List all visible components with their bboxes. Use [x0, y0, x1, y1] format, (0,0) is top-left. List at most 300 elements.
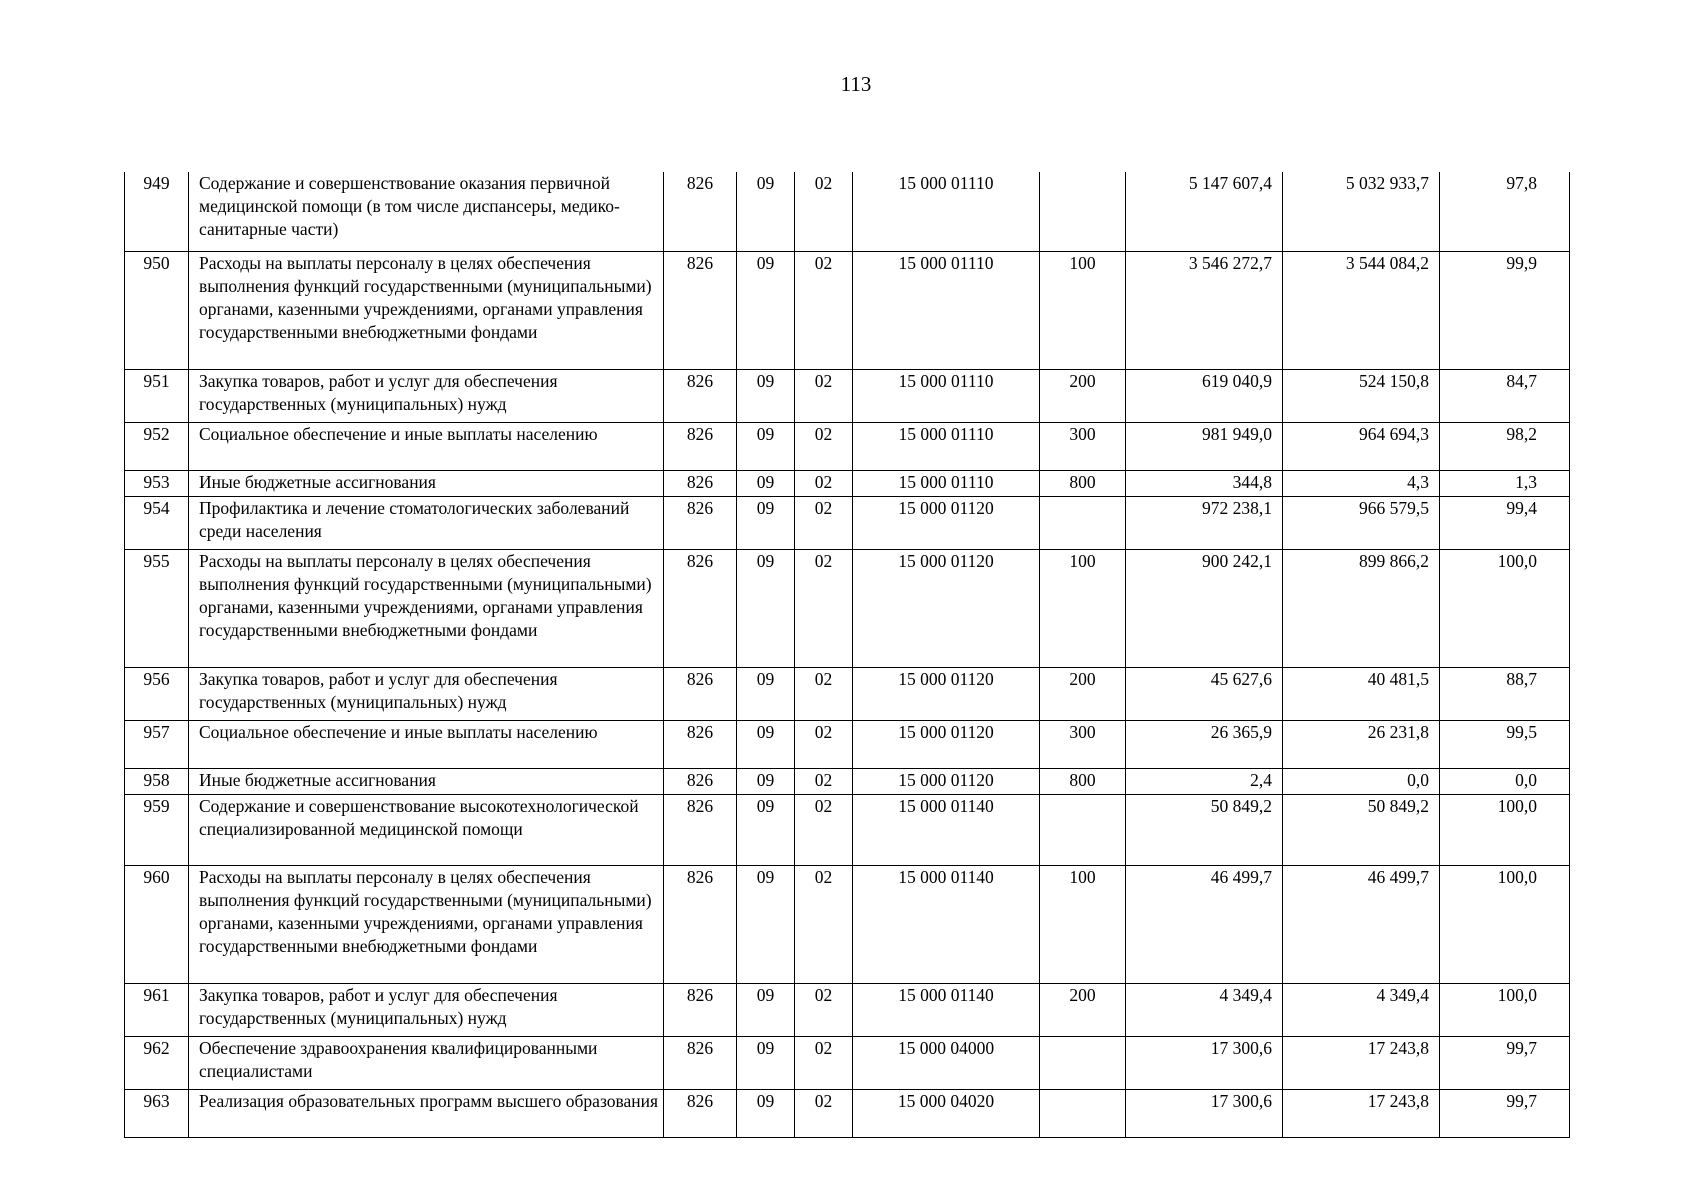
percent-executed-text: 99,7	[1506, 1090, 1537, 1111]
planned-amount-cell	[1126, 865, 1283, 983]
target-article-cell	[853, 496, 1040, 549]
percent-executed-text: 0,0	[1515, 769, 1537, 790]
percent-executed-cell	[1440, 172, 1570, 251]
actual-amount-cell	[1283, 667, 1440, 720]
row-name-text: Иные бюджетные ассигнования	[199, 471, 436, 492]
percent-executed-cell	[1440, 983, 1570, 1036]
subsection-code-text: 02	[814, 252, 833, 273]
target-article-cell	[853, 1089, 1040, 1137]
percent-executed-text: 99,7	[1506, 1037, 1537, 1058]
row-number-text: 953	[143, 471, 170, 492]
ministry-code-cell	[664, 496, 737, 549]
expense-type-text: 300	[1069, 721, 1096, 742]
actual-amount-cell	[1283, 1089, 1440, 1137]
actual-amount-cell	[1283, 865, 1440, 983]
table-row	[125, 983, 1570, 1036]
expense-type-cell	[1040, 172, 1126, 251]
row-name-text: Расходы на выплаты персоналу в целях обеспечения выполнения функций государственными (муниципальными) органами, казенными учреждениями, органами управления государственными внебюджетными фондами	[199, 550, 652, 640]
target-article-cell	[853, 251, 1040, 369]
target-article-cell	[853, 470, 1040, 496]
section-code-cell	[737, 768, 795, 794]
table-row	[125, 172, 1570, 251]
ministry-code-text: 826	[686, 370, 714, 391]
section-code-cell	[737, 251, 795, 369]
actual-amount-text: 4,3	[1407, 471, 1429, 492]
planned-amount-cell	[1126, 1036, 1283, 1089]
planned-amount-text: 46 499,7	[1210, 866, 1272, 887]
expense-type-cell	[1040, 422, 1126, 470]
percent-executed-cell	[1440, 251, 1570, 369]
row-number-text: 959	[143, 795, 170, 816]
row-number-cell	[125, 794, 189, 865]
row-name-text: Иные бюджетные ассигнования	[199, 769, 436, 790]
subsection-code-text: 02	[814, 721, 833, 742]
row-number-cell	[125, 983, 189, 1036]
ministry-code-cell	[664, 1036, 737, 1089]
row-number-text: 957	[143, 721, 170, 742]
actual-amount-cell	[1283, 720, 1440, 768]
actual-amount-text: 50 849,2	[1367, 795, 1429, 816]
target-article-text: 15 000 01140	[898, 866, 994, 887]
subsection-code-text: 02	[814, 173, 833, 193]
target-article-cell	[853, 1036, 1040, 1089]
ministry-code-text: 826	[686, 1037, 714, 1058]
percent-executed-cell	[1440, 794, 1570, 865]
planned-amount-text: 972 238,1	[1202, 497, 1272, 518]
row-number-text: 963	[143, 1090, 170, 1111]
planned-amount-text: 45 627,6	[1210, 668, 1272, 689]
row-name-cell	[189, 172, 664, 251]
target-article-text: 15 000 01110	[898, 471, 994, 492]
ministry-code-cell	[664, 983, 737, 1036]
target-article-text: 15 000 01120	[898, 721, 994, 742]
planned-amount-text: 17 300,6	[1210, 1037, 1272, 1058]
actual-amount-text: 0,0	[1407, 769, 1429, 790]
ministry-code-text: 826	[686, 550, 714, 571]
ministry-code-cell	[664, 369, 737, 422]
section-code-text: 09	[756, 497, 775, 518]
target-article-text: 15 000 01120	[898, 497, 994, 518]
planned-amount-cell	[1126, 422, 1283, 470]
planned-amount-cell	[1126, 470, 1283, 496]
expense-type-text: 200	[1069, 370, 1096, 391]
ministry-code-text: 826	[686, 866, 714, 887]
actual-amount-cell	[1283, 172, 1440, 251]
actual-amount-text: 4 349,4	[1376, 984, 1429, 1005]
planned-amount-text: 619 040,9	[1202, 370, 1272, 391]
subsection-code-text: 02	[814, 423, 833, 444]
expense-type-cell	[1040, 794, 1126, 865]
table-row	[125, 720, 1570, 768]
subsection-code-text: 02	[814, 1090, 833, 1111]
target-article-cell	[853, 983, 1040, 1036]
expense-type-cell	[1040, 768, 1126, 794]
row-name-cell	[189, 865, 664, 983]
target-article-text: 15 000 01110	[898, 173, 994, 193]
planned-amount-text: 344,8	[1232, 471, 1272, 492]
ministry-code-text: 826	[686, 1090, 714, 1111]
actual-amount-cell	[1283, 496, 1440, 549]
expense-type-cell	[1040, 1089, 1126, 1137]
actual-amount-text: 966 579,5	[1359, 497, 1429, 518]
target-article-text: 15 000 01120	[898, 550, 994, 571]
planned-amount-text: 900 242,1	[1202, 550, 1272, 571]
budget-table-body	[125, 172, 1570, 1137]
ministry-code-cell	[664, 794, 737, 865]
percent-executed-text: 84,7	[1506, 370, 1537, 391]
section-code-text: 09	[756, 370, 775, 391]
percent-executed-text: 1,3	[1515, 471, 1537, 492]
planned-amount-text: 4 349,4	[1219, 984, 1272, 1005]
planned-amount-cell	[1126, 172, 1283, 251]
section-code-text: 09	[756, 984, 775, 1005]
subsection-code-text: 02	[814, 984, 833, 1005]
row-name-text: Расходы на выплаты персоналу в целях обеспечения выполнения функций государственными (муниципальными) органами, казенными учреждениями, органами управления государственными внебюджетными фондами	[199, 252, 652, 342]
planned-amount-cell	[1126, 251, 1283, 369]
row-name-cell	[189, 794, 664, 865]
target-article-cell	[853, 768, 1040, 794]
subsection-code-cell	[795, 496, 853, 549]
subsection-code-text: 02	[814, 550, 833, 571]
row-number-cell	[125, 768, 189, 794]
row-name-text: Профилактика и лечение стоматологических заболеваний среди населения	[199, 497, 630, 541]
expense-type-cell	[1040, 369, 1126, 422]
row-number-text: 960	[143, 866, 170, 887]
ministry-code-cell	[664, 667, 737, 720]
expense-type-cell	[1040, 865, 1126, 983]
subsection-code-cell	[795, 470, 853, 496]
target-article-text: 15 000 01140	[898, 984, 994, 1005]
planned-amount-cell	[1126, 768, 1283, 794]
percent-executed-cell	[1440, 369, 1570, 422]
subsection-code-text: 02	[814, 866, 833, 887]
section-code-cell	[737, 1036, 795, 1089]
expense-type-text: 100	[1069, 252, 1096, 273]
row-name-cell	[189, 251, 664, 369]
ministry-code-text: 826	[686, 984, 714, 1005]
actual-amount-text: 964 694,3	[1359, 423, 1429, 444]
target-article-text: 15 000 04020	[897, 1090, 995, 1111]
actual-amount-cell	[1283, 768, 1440, 794]
percent-executed-cell	[1440, 768, 1570, 794]
subsection-code-cell	[795, 1036, 853, 1089]
ministry-code-cell	[664, 720, 737, 768]
row-number-cell	[125, 470, 189, 496]
actual-amount-cell	[1283, 470, 1440, 496]
row-name-text: Закупка товаров, работ и услуг для обеспечения государственных (муниципальных) нужд	[199, 370, 558, 414]
subsection-code-text: 02	[814, 795, 833, 816]
section-code-text: 09	[756, 471, 775, 492]
percent-executed-cell	[1440, 865, 1570, 983]
percent-executed-cell	[1440, 720, 1570, 768]
subsection-code-text: 02	[814, 1037, 833, 1058]
target-article-cell	[853, 667, 1040, 720]
subsection-code-text: 02	[814, 370, 833, 391]
row-name-text: Обеспечение здравоохранения квалифицированными специалистами	[199, 1037, 598, 1081]
table-row	[125, 251, 1570, 369]
ministry-code-cell	[664, 422, 737, 470]
percent-executed-cell	[1440, 470, 1570, 496]
subsection-code-cell	[795, 369, 853, 422]
target-article-text: 15 000 01140	[898, 795, 994, 816]
row-name-cell	[189, 1089, 664, 1137]
ministry-code-cell	[664, 172, 737, 251]
actual-amount-text: 17 243,8	[1367, 1090, 1429, 1111]
subsection-code-cell	[795, 865, 853, 983]
expense-type-cell	[1040, 983, 1126, 1036]
section-code-cell	[737, 172, 795, 251]
ministry-code-text: 826	[686, 668, 714, 689]
target-article-cell	[853, 794, 1040, 865]
section-code-text: 09	[756, 795, 775, 816]
row-name-cell	[189, 369, 664, 422]
percent-executed-text: 100,0	[1497, 550, 1537, 571]
section-code-cell	[737, 369, 795, 422]
subsection-code-text: 02	[814, 497, 833, 518]
expense-type-text: 800	[1069, 471, 1096, 492]
expense-type-cell	[1040, 549, 1126, 667]
percent-executed-cell	[1440, 667, 1570, 720]
target-article-text: 15 000 01120	[898, 668, 994, 689]
section-code-cell	[737, 720, 795, 768]
ministry-code-text: 826	[686, 769, 714, 790]
target-article-text: 15 000 01110	[898, 423, 994, 444]
row-number-text: 952	[143, 423, 170, 444]
row-name-text: Содержание и совершенствование оказания первичной медицинской помощи (в том числе диспансеры, медико-санитарные части)	[199, 173, 620, 239]
row-number-cell	[125, 422, 189, 470]
row-number-text: 962	[143, 1037, 170, 1058]
row-number-cell	[125, 667, 189, 720]
actual-amount-cell	[1283, 794, 1440, 865]
target-article-cell	[853, 172, 1040, 251]
target-article-text: 15 000 01120	[898, 769, 994, 790]
percent-executed-text: 99,4	[1506, 497, 1537, 518]
subsection-code-cell	[795, 251, 853, 369]
ministry-code-cell	[664, 1089, 737, 1137]
percent-executed-cell	[1440, 422, 1570, 470]
target-article-cell	[853, 865, 1040, 983]
section-code-cell	[737, 794, 795, 865]
row-name-text: Расходы на выплаты персоналу в целях обеспечения выполнения функций государственными (муниципальными) органами, казенными учреждениями, органами управления государственными внебюджетными фондами	[199, 866, 652, 956]
target-article-text: 15 000 04000	[897, 1037, 995, 1058]
expense-type-cell	[1040, 470, 1126, 496]
section-code-cell	[737, 1089, 795, 1137]
table-row	[125, 1036, 1570, 1089]
row-number-text: 955	[143, 550, 170, 571]
row-name-text: Содержание и совершенствование высокотехнологической специализированной медицинской помощи	[199, 795, 639, 839]
expense-type-cell	[1040, 667, 1126, 720]
percent-executed-text: 98,2	[1506, 423, 1537, 444]
subsection-code-cell	[795, 768, 853, 794]
expense-type-cell	[1040, 251, 1126, 369]
subsection-code-cell	[795, 549, 853, 667]
ministry-code-text: 826	[686, 497, 714, 518]
row-number-text: 961	[143, 984, 170, 1005]
row-number-text: 958	[143, 769, 170, 790]
ministry-code-text: 826	[686, 795, 714, 816]
actual-amount-cell	[1283, 422, 1440, 470]
row-name-cell	[189, 470, 664, 496]
row-number-cell	[125, 1036, 189, 1089]
planned-amount-cell	[1126, 983, 1283, 1036]
percent-executed-text: 97,8	[1506, 173, 1537, 193]
actual-amount-cell	[1283, 1036, 1440, 1089]
ministry-code-cell	[664, 549, 737, 667]
target-article-cell	[853, 422, 1040, 470]
subsection-code-text: 02	[814, 668, 833, 689]
actual-amount-text: 5 032 933,7	[1345, 173, 1429, 193]
ministry-code-text: 826	[686, 252, 714, 273]
actual-amount-text: 3 544 084,2	[1345, 252, 1429, 273]
row-name-cell	[189, 549, 664, 667]
row-number-cell	[125, 172, 189, 251]
ministry-code-text: 826	[686, 721, 714, 742]
expense-type-cell	[1040, 720, 1126, 768]
section-code-cell	[737, 865, 795, 983]
planned-amount-text: 50 849,2	[1210, 795, 1272, 816]
table-row	[125, 865, 1570, 983]
section-code-cell	[737, 667, 795, 720]
subsection-code-cell	[795, 720, 853, 768]
row-name-cell	[189, 422, 664, 470]
row-name-cell	[189, 768, 664, 794]
table-row	[125, 470, 1570, 496]
subsection-code-cell	[795, 422, 853, 470]
ministry-code-cell	[664, 865, 737, 983]
ministry-code-text: 826	[686, 173, 714, 193]
section-code-cell	[737, 470, 795, 496]
actual-amount-text: 899 866,2	[1359, 550, 1429, 571]
planned-amount-cell	[1126, 794, 1283, 865]
expense-type-text: 100	[1069, 866, 1096, 887]
actual-amount-text: 524 150,8	[1359, 370, 1429, 391]
actual-amount-text: 46 499,7	[1367, 866, 1429, 887]
row-name-cell	[189, 496, 664, 549]
percent-executed-text: 88,7	[1506, 668, 1537, 689]
subsection-code-cell	[795, 667, 853, 720]
planned-amount-cell	[1126, 496, 1283, 549]
row-number-text: 949	[143, 173, 170, 193]
actual-amount-cell	[1283, 369, 1440, 422]
percent-executed-cell	[1440, 496, 1570, 549]
planned-amount-text: 26 365,9	[1210, 721, 1272, 742]
row-number-text: 950	[143, 252, 170, 273]
subsection-code-cell	[795, 1089, 853, 1137]
target-article-text: 15 000 01110	[898, 370, 994, 391]
row-number-cell	[125, 369, 189, 422]
table-row	[125, 422, 1570, 470]
expense-type-text: 100	[1069, 550, 1096, 571]
row-name-text: Социальное обеспечение и иные выплаты населению	[199, 721, 598, 742]
actual-amount-cell	[1283, 983, 1440, 1036]
ministry-code-text: 826	[686, 471, 714, 492]
expense-type-cell	[1040, 496, 1126, 549]
page-number: 113	[840, 72, 872, 96]
section-code-cell	[737, 496, 795, 549]
planned-amount-cell	[1126, 720, 1283, 768]
row-name-cell	[189, 1036, 664, 1089]
subsection-code-cell	[795, 172, 853, 251]
row-number-text: 951	[143, 370, 170, 391]
subsection-code-cell	[795, 794, 853, 865]
subsection-code-cell	[795, 983, 853, 1036]
planned-amount-text: 981 949,0	[1202, 423, 1272, 444]
planned-amount-text: 5 147 607,4	[1188, 173, 1272, 193]
table-row	[125, 794, 1570, 865]
section-code-text: 09	[756, 1037, 775, 1058]
percent-executed-text: 100,0	[1497, 984, 1537, 1005]
percent-executed-text: 99,5	[1506, 721, 1537, 742]
ministry-code-cell	[664, 251, 737, 369]
row-name-text: Реализация образовательных программ высшего образования	[199, 1090, 659, 1111]
actual-amount-text: 40 481,5	[1367, 668, 1429, 689]
table-row	[125, 496, 1570, 549]
table-row	[125, 1089, 1570, 1137]
planned-amount-text: 17 300,6	[1210, 1090, 1272, 1111]
row-number-cell	[125, 865, 189, 983]
row-number-cell	[125, 1089, 189, 1137]
section-code-text: 09	[756, 866, 775, 887]
actual-amount-cell	[1283, 549, 1440, 667]
row-number-cell	[125, 251, 189, 369]
row-name-text: Закупка товаров, работ и услуг для обеспечения государственных (муниципальных) нужд	[199, 984, 558, 1028]
budget-table	[124, 172, 1570, 1138]
actual-amount-text: 26 231,8	[1367, 721, 1429, 742]
percent-executed-cell	[1440, 549, 1570, 667]
row-name-cell	[189, 983, 664, 1036]
planned-amount-text: 3 546 272,7	[1188, 252, 1272, 273]
expense-type-text: 300	[1069, 423, 1096, 444]
target-article-cell	[853, 549, 1040, 667]
section-code-text: 09	[756, 550, 775, 571]
target-article-cell	[853, 720, 1040, 768]
section-code-text: 09	[756, 668, 775, 689]
planned-amount-cell	[1126, 549, 1283, 667]
row-number-text: 954	[143, 497, 170, 518]
expense-type-text: 800	[1069, 769, 1096, 790]
row-name-cell	[189, 720, 664, 768]
percent-executed-cell	[1440, 1036, 1570, 1089]
actual-amount-cell	[1283, 251, 1440, 369]
percent-executed-cell	[1440, 1089, 1570, 1137]
planned-amount-cell	[1126, 1089, 1283, 1137]
row-number-cell	[125, 549, 189, 667]
subsection-code-text: 02	[814, 471, 833, 492]
ministry-code-cell	[664, 768, 737, 794]
section-code-text: 09	[756, 769, 775, 790]
target-article-cell	[853, 369, 1040, 422]
actual-amount-text: 17 243,8	[1367, 1037, 1429, 1058]
table-row	[125, 369, 1570, 422]
row-name-text: Социальное обеспечение и иные выплаты населению	[199, 423, 598, 444]
ministry-code-cell	[664, 470, 737, 496]
percent-executed-text: 99,9	[1506, 252, 1537, 273]
row-name-text: Закупка товаров, работ и услуг для обеспечения государственных (муниципальных) нужд	[199, 668, 558, 712]
table-row	[125, 768, 1570, 794]
section-code-text: 09	[756, 252, 775, 273]
expense-type-text: 200	[1069, 984, 1096, 1005]
expense-type-cell	[1040, 1036, 1126, 1089]
row-number-cell	[125, 720, 189, 768]
ministry-code-text: 826	[686, 423, 714, 444]
section-code-text: 09	[756, 423, 775, 444]
table-row	[125, 549, 1570, 667]
planned-amount-text: 2,4	[1250, 769, 1272, 790]
percent-executed-text: 100,0	[1497, 866, 1537, 887]
row-number-cell	[125, 496, 189, 549]
expense-type-text: 200	[1069, 668, 1096, 689]
planned-amount-cell	[1126, 667, 1283, 720]
